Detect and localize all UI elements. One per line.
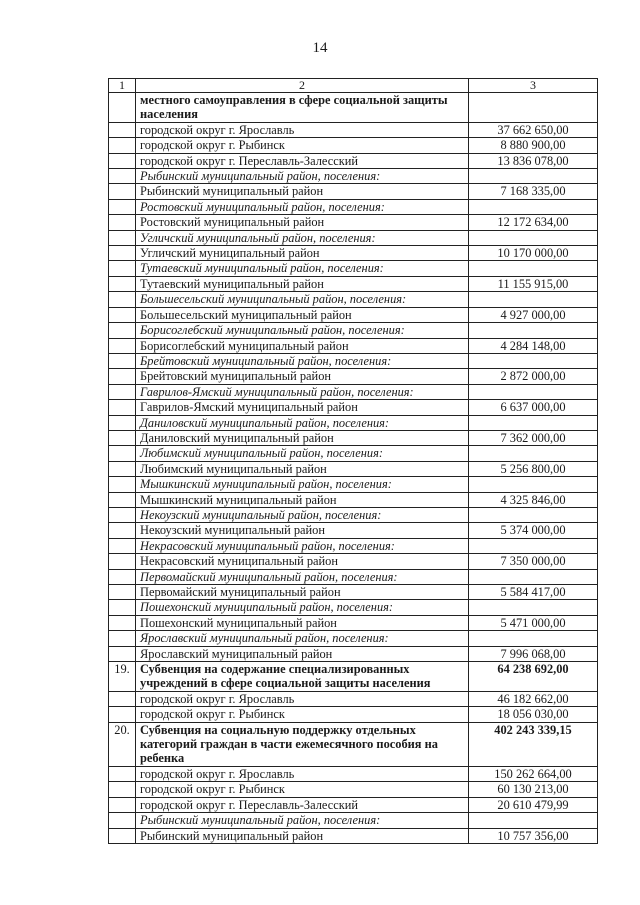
table-row bbox=[109, 338, 598, 353]
row-amount: 7 996 068,00 bbox=[469, 646, 598, 661]
table-row bbox=[109, 446, 598, 461]
row-description: Ростовский муниципальный район bbox=[136, 215, 469, 230]
row-amount: 20 610 479,99 bbox=[469, 797, 598, 812]
row-amount: 2 872 000,00 bbox=[469, 369, 598, 384]
row-number bbox=[109, 446, 136, 461]
table-row bbox=[109, 307, 598, 322]
table-row bbox=[109, 662, 598, 692]
row-number bbox=[109, 461, 136, 476]
table-row bbox=[109, 554, 598, 569]
table-row bbox=[109, 215, 598, 230]
table-row bbox=[109, 492, 598, 507]
table-row bbox=[109, 400, 598, 415]
row-description: Субвенция на содержание специализированных учреждений в сфере социальной защиты населения bbox=[136, 662, 469, 692]
row-description: Рыбинский муниципальный район, поселения: bbox=[136, 813, 469, 828]
row-amount: 4 927 000,00 bbox=[469, 307, 598, 322]
row-number bbox=[109, 430, 136, 445]
row-number bbox=[109, 369, 136, 384]
row-number bbox=[109, 400, 136, 415]
table-row bbox=[109, 538, 598, 553]
table-row bbox=[109, 184, 598, 199]
row-description: городской округ г. Ярославль bbox=[136, 122, 469, 137]
row-amount: 13 836 078,00 bbox=[469, 153, 598, 168]
column-header-2: 2 bbox=[136, 79, 469, 93]
row-amount: 10 757 356,00 bbox=[469, 828, 598, 843]
row-number: 19. bbox=[109, 662, 136, 692]
row-number bbox=[109, 523, 136, 538]
table-row bbox=[109, 430, 598, 445]
row-amount: 4 284 148,00 bbox=[469, 338, 598, 353]
table-row bbox=[109, 230, 598, 245]
row-number bbox=[109, 585, 136, 600]
row-number: 20. bbox=[109, 722, 136, 766]
table-row bbox=[109, 600, 598, 615]
row-number bbox=[109, 569, 136, 584]
table-row bbox=[109, 828, 598, 843]
row-description: Любимский муниципальный район bbox=[136, 461, 469, 476]
table-row bbox=[109, 722, 598, 766]
row-amount: 7 362 000,00 bbox=[469, 430, 598, 445]
row-amount: 6 637 000,00 bbox=[469, 400, 598, 415]
table-row bbox=[109, 138, 598, 153]
row-description: Мышкинский муниципальный район, поселения: bbox=[136, 477, 469, 492]
row-number bbox=[109, 292, 136, 307]
row-amount bbox=[469, 569, 598, 584]
row-description: Пошехонский муниципальный район bbox=[136, 615, 469, 630]
row-number bbox=[109, 415, 136, 430]
row-description: Мышкинский муниципальный район bbox=[136, 492, 469, 507]
row-description: Некоузский муниципальный район, поселения: bbox=[136, 507, 469, 522]
table-row bbox=[109, 122, 598, 137]
row-number bbox=[109, 215, 136, 230]
row-amount: 7 350 000,00 bbox=[469, 554, 598, 569]
row-description: Любимский муниципальный район, поселения: bbox=[136, 446, 469, 461]
table-row bbox=[109, 569, 598, 584]
row-number bbox=[109, 93, 136, 123]
row-number bbox=[109, 507, 136, 522]
row-description: Даниловский муниципальный район, поселения: bbox=[136, 415, 469, 430]
row-amount bbox=[469, 93, 598, 123]
row-amount bbox=[469, 199, 598, 214]
table-row bbox=[109, 461, 598, 476]
row-amount: 4 325 846,00 bbox=[469, 492, 598, 507]
row-amount bbox=[469, 477, 598, 492]
row-number bbox=[109, 646, 136, 661]
row-number bbox=[109, 600, 136, 615]
row-amount bbox=[469, 813, 598, 828]
row-number bbox=[109, 766, 136, 781]
row-description: Рыбинский муниципальный район, поселения: bbox=[136, 169, 469, 184]
table-row bbox=[109, 276, 598, 291]
row-amount: 10 170 000,00 bbox=[469, 246, 598, 261]
row-description: Тутаевский муниципальный район, поселения: bbox=[136, 261, 469, 276]
table-row bbox=[109, 646, 598, 661]
row-number bbox=[109, 184, 136, 199]
row-description: Борисоглебский муниципальный район bbox=[136, 338, 469, 353]
row-amount: 402 243 339,15 bbox=[469, 722, 598, 766]
row-number bbox=[109, 538, 136, 553]
table-row bbox=[109, 631, 598, 646]
table-row bbox=[109, 323, 598, 338]
table-row bbox=[109, 169, 598, 184]
row-description: Гаврилов-Ямский муниципальный район, поселения: bbox=[136, 384, 469, 399]
row-number bbox=[109, 782, 136, 797]
row-amount bbox=[469, 292, 598, 307]
row-description: Большесельский муниципальный район bbox=[136, 307, 469, 322]
row-number bbox=[109, 246, 136, 261]
table-row bbox=[109, 813, 598, 828]
table-row bbox=[109, 153, 598, 168]
row-amount: 7 168 335,00 bbox=[469, 184, 598, 199]
row-description: Некоузский муниципальный район bbox=[136, 523, 469, 538]
budget-table bbox=[108, 78, 598, 844]
row-number bbox=[109, 276, 136, 291]
row-amount: 11 155 915,00 bbox=[469, 276, 598, 291]
row-description: местного самоуправления в сфере социальной защиты населения bbox=[136, 93, 469, 123]
row-description: Тутаевский муниципальный район bbox=[136, 276, 469, 291]
row-number bbox=[109, 828, 136, 843]
table-row bbox=[109, 353, 598, 368]
row-description: Ярославский муниципальный район, поселения: bbox=[136, 631, 469, 646]
row-number bbox=[109, 384, 136, 399]
row-description: Борисоглебский муниципальный район, поселения: bbox=[136, 323, 469, 338]
row-description: Брейтовский муниципальный район, поселения: bbox=[136, 353, 469, 368]
row-number bbox=[109, 492, 136, 507]
row-number bbox=[109, 477, 136, 492]
row-amount bbox=[469, 415, 598, 430]
page-number: 14 bbox=[312, 40, 328, 56]
row-number bbox=[109, 691, 136, 706]
row-description: Гаврилов-Ямский муниципальный район bbox=[136, 400, 469, 415]
row-number bbox=[109, 631, 136, 646]
row-amount: 5 256 800,00 bbox=[469, 461, 598, 476]
row-amount bbox=[469, 261, 598, 276]
row-description: городской округ г. Рыбинск bbox=[136, 782, 469, 797]
row-description: Угличский муниципальный район bbox=[136, 246, 469, 261]
table-row bbox=[109, 797, 598, 812]
table-row bbox=[109, 415, 598, 430]
row-amount: 8 880 900,00 bbox=[469, 138, 598, 153]
row-amount bbox=[469, 600, 598, 615]
table-row bbox=[109, 246, 598, 261]
row-description: городской округ г. Переславль-Залесский bbox=[136, 797, 469, 812]
row-number bbox=[109, 169, 136, 184]
table-row bbox=[109, 477, 598, 492]
row-amount bbox=[469, 353, 598, 368]
row-number bbox=[109, 797, 136, 812]
row-amount bbox=[469, 538, 598, 553]
row-amount bbox=[469, 446, 598, 461]
column-header-3: 3 bbox=[469, 79, 598, 93]
row-number bbox=[109, 230, 136, 245]
row-number bbox=[109, 615, 136, 630]
row-amount bbox=[469, 169, 598, 184]
row-description: Рыбинский муниципальный район bbox=[136, 828, 469, 843]
row-description: Первомайский муниципальный район, поселения: bbox=[136, 569, 469, 584]
row-amount bbox=[469, 631, 598, 646]
row-description: городской округ г. Переславль-Залесский bbox=[136, 153, 469, 168]
row-number bbox=[109, 554, 136, 569]
table-row bbox=[109, 199, 598, 214]
row-description: Субвенция на социальную поддержку отдельных категорий граждан в части ежемесячного пособия на ребенка bbox=[136, 722, 469, 766]
table-row bbox=[109, 384, 598, 399]
row-amount: 64 238 692,00 bbox=[469, 662, 598, 692]
row-amount: 12 172 634,00 bbox=[469, 215, 598, 230]
row-description: Пошехонский муниципальный район, поселения: bbox=[136, 600, 469, 615]
row-description: Первомайский муниципальный район bbox=[136, 585, 469, 600]
row-amount: 18 056 030,00 bbox=[469, 707, 598, 722]
row-description: городской округ г. Ярославль bbox=[136, 691, 469, 706]
row-amount: 60 130 213,00 bbox=[469, 782, 598, 797]
row-amount: 150 262 664,00 bbox=[469, 766, 598, 781]
table-row bbox=[109, 523, 598, 538]
row-number bbox=[109, 323, 136, 338]
row-description: Даниловский муниципальный район bbox=[136, 430, 469, 445]
row-number bbox=[109, 122, 136, 137]
table-row bbox=[109, 369, 598, 384]
row-description: городской округ г. Рыбинск bbox=[136, 138, 469, 153]
table-row bbox=[109, 782, 598, 797]
row-description: городской округ г. Рыбинск bbox=[136, 707, 469, 722]
row-amount: 5 374 000,00 bbox=[469, 523, 598, 538]
row-number bbox=[109, 707, 136, 722]
table-row bbox=[109, 585, 598, 600]
row-number bbox=[109, 138, 136, 153]
row-number bbox=[109, 199, 136, 214]
column-header-1: 1 bbox=[109, 79, 136, 93]
row-description: Угличский муниципальный район, поселения: bbox=[136, 230, 469, 245]
row-description: городской округ г. Ярославль bbox=[136, 766, 469, 781]
table-row bbox=[109, 691, 598, 706]
row-description: Ростовский муниципальный район, поселения: bbox=[136, 199, 469, 214]
row-amount bbox=[469, 230, 598, 245]
table-row bbox=[109, 766, 598, 781]
row-description: Некрасовский муниципальный район bbox=[136, 554, 469, 569]
row-number bbox=[109, 338, 136, 353]
table-row bbox=[109, 292, 598, 307]
row-description: Рыбинский муниципальный район bbox=[136, 184, 469, 199]
row-amount bbox=[469, 323, 598, 338]
row-description: Ярославский муниципальный район bbox=[136, 646, 469, 661]
row-amount bbox=[469, 384, 598, 399]
table-row bbox=[109, 615, 598, 630]
row-number bbox=[109, 153, 136, 168]
row-description: Некрасовский муниципальный район, поселения: bbox=[136, 538, 469, 553]
table-header-row bbox=[109, 79, 598, 93]
table-row bbox=[109, 261, 598, 276]
row-amount bbox=[469, 507, 598, 522]
row-number bbox=[109, 353, 136, 368]
table-row bbox=[109, 507, 598, 522]
row-description: Большесельский муниципальный район, поселения: bbox=[136, 292, 469, 307]
row-amount: 5 471 000,00 bbox=[469, 615, 598, 630]
row-description: Брейтовский муниципальный район bbox=[136, 369, 469, 384]
table-row bbox=[109, 93, 598, 123]
row-number bbox=[109, 307, 136, 322]
row-number bbox=[109, 813, 136, 828]
row-amount: 46 182 662,00 bbox=[469, 691, 598, 706]
row-number bbox=[109, 261, 136, 276]
table-row bbox=[109, 707, 598, 722]
row-amount: 37 662 650,00 bbox=[469, 122, 598, 137]
row-amount: 5 584 417,00 bbox=[469, 585, 598, 600]
table-body bbox=[109, 93, 598, 844]
